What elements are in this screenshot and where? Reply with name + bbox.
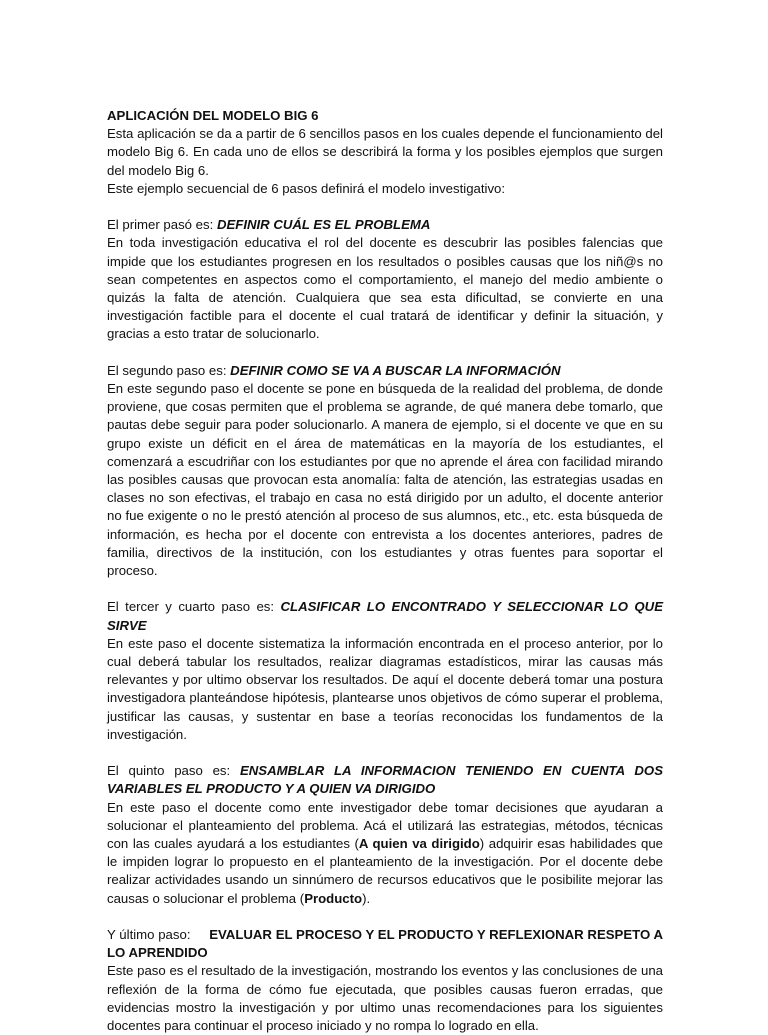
step-5-body: Este paso es el resultado de la investigación, mostrando los eventos y las conclusiones de una reflexión de la forma de cómo fue ejecutada, que posibles causas fueron erradas, que evidencias mostro la investigación y por ultimo unas recomendaciones para los siguientes docentes para continuar el proceso iniciado y no rompa lo logrado en ella. [107, 963, 663, 1034]
step-1-prefix: El primer pasó es: [107, 217, 217, 233]
step-2-body: En este segundo paso el docente se pone en búsqueda de la realidad del problema, de donde proviene, que cosas permiten que el problema se agrande, de qué manera debe tomarlo, que pautas debe seguir para poder solucionarlo. A manera de ejemplo, si el docente ve que en su grupo existe un déficit en el área de matemáticas en la mayoría de los estudiantes, el comenzará a escudriñar con los estudiantes por que no aprende el área con facilidad mirando las posibles causas que provocan esta anomalía: falta de atención, las estrategias usadas en clases no son efectivas, el trabajo en casa no está dirigido por un adulto, el docente anterior no fue exigente o no le prestó atención al proceso de sus alumnos, etc., etc. esta búsqueda de información, es hecha por el docente con entrevista a los docentes anteriores, padres de familia, directivos de la institución, con los estudiantes y otras fuentes para soportar el proceso. [107, 381, 663, 579]
paragraph-gap [107, 908, 663, 926]
step-3-title: CLASIFICAR LO ENCONTRADO Y SELECCIONAR LO QUE SIRVE [107, 599, 663, 633]
step-1-title: DEFINIR CUÁL ES EL PROBLEMA [216, 217, 431, 233]
step-1-heading [107, 216, 663, 234]
step-3-prefix: El tercer y cuarto paso es: [107, 599, 281, 615]
step-2-prefix: El segundo paso es: [107, 362, 231, 378]
step-4-body-part: En este paso el docente como ente investigador debe tomar decisiones que ayudaran a solucionar el planteamiento del problema. Acá el utilizará las estrategias, métodos, técnicas con las cuales ayudará a los estudiantes ( [107, 799, 663, 852]
step-3-body: En este paso el docente sistematiza la información encontrada en el proceso anterior, por lo cual deberá tabular los resultados, realizar diagramas estadísticos, mirar las causas más relevantes y por ultimo observar los resultados. De aquí el docente deberá tomar una postura investigadora planteándose hipótesis, plantearse unos objetivos de cómo superar el problema, justificar las causas, y sustentar en base a teorías reconocidas los fundamentos de la investigación. [107, 635, 663, 742]
paragraph-gap [107, 344, 663, 362]
step-4-product-term: Producto [304, 890, 363, 906]
step-2-heading [107, 362, 663, 380]
intro-sequence-line: Este ejemplo secuencial de 6 pasos definirá el modelo investigativo: [107, 180, 506, 196]
step-4-title: ENSAMBLAR LA INFORMACION TENIENDO EN CUENTA DOS VARIABLES EL PRODUCTO Y A QUIEN VA DIRIGIDO [107, 763, 663, 797]
step-4-body-part: ). [362, 890, 371, 906]
paragraph-gap [107, 580, 663, 598]
paragraph-gap [107, 744, 663, 762]
step-5-heading [107, 926, 663, 962]
intro-paragraph: Esta aplicación se da a partir de 6 sencillos pasos en los cuales depende el funcionamiento del modelo Big 6. En cada uno de ellos se describirá la forma y los posibles ejemplos que surgen del modelo Big 6. [107, 126, 663, 178]
step-2-title: DEFINIR COMO SE VA A BUSCAR LA INFORMACIÓN [230, 362, 561, 378]
paragraph-gap [107, 198, 663, 216]
step-4-body [107, 799, 663, 908]
step-4-prefix: El quinto paso es: [107, 763, 240, 779]
step-5-title: EVALUAR EL PROCESO Y EL PRODUCTO Y REFLEXIONAR RESPETO A LO APRENDIDO [107, 927, 663, 961]
step-4-heading [107, 762, 663, 798]
document-title: APLICACIÓN DEL MODELO BIG 6 [107, 108, 319, 123]
step-4-audience-term: A quien va dirigido [358, 836, 480, 852]
step-1-body: En toda investigación educativa el rol del docente es descubrir las posibles falencias que impide que los estudiantes progresen en los resultados o posibles causas que los niñ@s no sean competentes en aspectos como el comportamiento, el manejo del medio ambiente o quizás la falta de atención. Cualquiera que sea esta dificultad, se convierte en una investigación factible para el docente el cual tratará de identificar y definir la situación, y gracias a esto tratar de solucionarlo. [107, 235, 663, 342]
step-5-prefix: Y último paso: [107, 927, 210, 943]
step-4-body-part: ) adquirir esas habilidades que le impiden lograr lo propuesto en el planteamiento de la investigación. Por el docente debe realizar actividades usando un sinnúmero de recursos educativos que le posibilite mejorar las causas o solucionar el problema ( [107, 836, 663, 906]
step-3-heading [107, 598, 663, 634]
